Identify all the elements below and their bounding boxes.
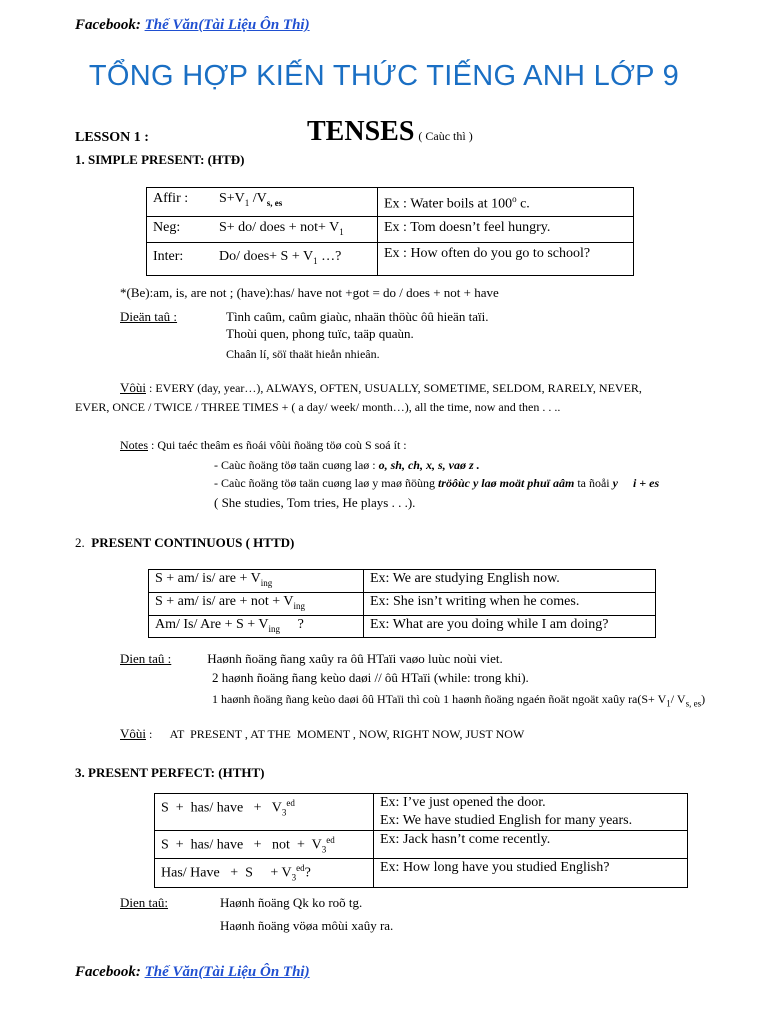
- subscript: 1: [244, 197, 250, 208]
- usage-text: 1 haønh ñoäng ñang keùo daøi ôû HTaïi thì coù 1 haønh ñoäng ngaén ñoät ngoät xaûy ra(S+ V: [212, 692, 667, 706]
- subscript: 3: [321, 844, 327, 855]
- example-cell: Ex: What are you doing while I am doing?: [364, 615, 656, 638]
- example-tail: c.: [516, 196, 530, 212]
- formula: Has/ Have + S + V: [161, 866, 292, 882]
- usage-item: [208, 918, 393, 934]
- lesson-topic: [307, 116, 473, 148]
- subscript: 1: [666, 698, 671, 709]
- superscript: ed: [326, 835, 335, 845]
- section-3-heading: 3. PRESENT PERFECT: (HTHT): [75, 765, 265, 780]
- usage-item: [200, 670, 529, 686]
- usage-text: Haønh ñoäng vöøa môùi xaûy ra.: [220, 918, 394, 933]
- topic-note: ( Caùc thì ): [418, 129, 473, 143]
- formula: S+ do/ does + not+ V: [219, 219, 340, 235]
- formula-cell: [149, 570, 364, 593]
- usage-item: [214, 347, 380, 362]
- facebook-link[interactable]: Thế Văn(Tài Liệu Ôn Thi): [144, 964, 310, 980]
- example-cell: [374, 794, 688, 831]
- example-cell: Ex: How long have you studied English?: [374, 859, 688, 887]
- superscript: ed: [296, 863, 305, 874]
- usage-text: Tình caûm, caûm giaùc, nhaän thöùc ôû hieän taïi.: [226, 309, 489, 324]
- table-row: [149, 592, 656, 615]
- usage-text: ): [701, 692, 706, 706]
- lesson-label: LESSON 1 :: [75, 130, 149, 145]
- notes-label: Notes: [120, 438, 148, 452]
- usage-text: Haønh ñoäng ñang xaûy ra ôû HTaïi vaøo luùc noùi viet.: [207, 651, 503, 666]
- notes-line: [120, 438, 407, 453]
- subscript: ing: [260, 577, 273, 588]
- table-row: [155, 859, 688, 887]
- usage-label-text: Dien taû :: [120, 651, 172, 666]
- facebook-footer: [75, 964, 310, 981]
- subscript: ing: [293, 600, 306, 611]
- section-2-heading: [75, 535, 294, 551]
- formula: S + has/ have + not + V: [161, 837, 322, 853]
- subscript: 1: [339, 226, 344, 237]
- with-line-2: EVER, ONCE / TWICE / THREE TIMES + ( a day/ week/ month…), all the time, now and then . . ..: [75, 400, 561, 414]
- example-cell: Ex: She isn’t writing when he comes.: [364, 592, 656, 615]
- formula-cell: [147, 188, 378, 217]
- superscript: o: [512, 194, 517, 204]
- notes-example: ( She studies, Tom tries, He plays . . .).: [214, 495, 416, 510]
- formula: Do/ does+ S + V: [219, 249, 314, 265]
- example-cell: Ex : Tom doesn’t feel hungry.: [378, 216, 634, 243]
- row-label: Inter:: [153, 249, 184, 265]
- formula: S + am/ is/ are + V: [155, 571, 261, 586]
- be-note: *(Be):am, is, are not ; (have):has/ have not +got = do / does + not + have: [120, 285, 499, 300]
- notes-text: ta ñoåi: [574, 476, 613, 490]
- section-number: 2.: [75, 535, 85, 550]
- formula: S + has/ have + V: [161, 800, 282, 816]
- usage-item: [214, 309, 488, 325]
- usage-item: [200, 692, 705, 708]
- subscript: 3: [291, 872, 297, 883]
- table-row: [147, 188, 634, 217]
- notes-emphasis: tröôùc y laø moät phuï aâm: [437, 476, 575, 490]
- formula-cell: [155, 831, 374, 859]
- facebook-label: Facebook:: [75, 17, 141, 33]
- example: Ex : Water boils at 100: [384, 196, 513, 212]
- formula-cell: [149, 592, 364, 615]
- formula-cell: [155, 794, 374, 831]
- usage-text: Thoùi quen, phong tuïc, taäp quaùn.: [226, 326, 414, 341]
- formula: S + am/ is/ are + not + V: [155, 593, 294, 609]
- usage-label: [120, 651, 171, 667]
- usage-item: [214, 326, 414, 342]
- usage-label: [120, 309, 177, 325]
- subscript: ing: [268, 623, 281, 634]
- notes-line: [214, 458, 480, 473]
- simple-present-table: [146, 187, 634, 276]
- with-line-1: [120, 380, 642, 396]
- subscript: s, es: [266, 197, 283, 208]
- formula-tail: …?: [317, 249, 342, 265]
- table-row: [155, 831, 688, 859]
- table-row: [155, 794, 688, 831]
- table-row: [149, 570, 656, 593]
- with-text: : AT PRESENT , AT THE MOMENT , NOW, RIGHT NOW, JUST NOW: [146, 727, 525, 741]
- usage-label-text: Dieän taû :: [120, 309, 178, 324]
- example-cell: [378, 188, 634, 217]
- formula-tail: ?: [304, 866, 311, 882]
- formula-cell: [147, 243, 378, 276]
- section-title: PRESENT CONTINUOUS ( HTTD): [91, 535, 295, 550]
- formula: S+V: [219, 191, 245, 206]
- formula: Am/ Is/ Are + S + V: [155, 616, 269, 632]
- table-row: [147, 243, 634, 276]
- with-line: [120, 726, 524, 742]
- formula-mid: /V: [249, 191, 267, 206]
- notes-emphasis: o, sh, ch, x, s, vaø z .: [378, 458, 480, 472]
- subscript: 1: [313, 256, 318, 267]
- subscript: s, es: [685, 698, 702, 709]
- topic-title: TENSES: [307, 116, 415, 147]
- example: Ex: I’ve just opened the door.: [380, 795, 546, 810]
- usage-text: / V: [670, 692, 686, 706]
- notes-emphasis: y: [612, 476, 618, 490]
- section-1-heading: 1. SIMPLE PRESENT: (HTĐ): [75, 152, 245, 167]
- example: Ex: We have studied English for many years.: [380, 813, 633, 828]
- usage-text: 2 haønh ñoäng ñang keùo daøi // ôû HTaïi (while: trong khi).: [212, 670, 529, 685]
- example-cell: Ex: We are studying English now.: [364, 570, 656, 593]
- usage-text: Chaân lí, söï thaät hieån nhieân.: [226, 347, 380, 361]
- notes-emphasis: i + es: [629, 476, 660, 490]
- facebook-label: Facebook:: [75, 964, 141, 980]
- formula-cell: [147, 216, 378, 243]
- notes-text: - Caùc ñoäng töø taän cuøng laø y maø ñöùng: [214, 476, 438, 490]
- with-text: : EVERY (day, year…), ALWAYS, OFTEN, USUALLY, SOMETIME, SELDOM, RARELY, NEVER,: [146, 381, 642, 395]
- with-label: Vôùi: [120, 726, 146, 741]
- table-row: [147, 216, 634, 243]
- usage-item: [192, 651, 503, 667]
- page-title: TỔNG HỢP KIẾN THỨC TIẾNG ANH LỚP 9: [88, 60, 680, 92]
- notes-text: : Qui taéc theâm es ñoái vôùi ñoäng töø coù S soá ít :: [148, 438, 407, 452]
- notes-line: [214, 476, 659, 491]
- usage-label-text: Dien taû:: [120, 895, 169, 910]
- facebook-header: [75, 17, 310, 34]
- subscript: 3: [281, 807, 287, 818]
- example-cell: Ex: Jack hasn’t come recently.: [374, 831, 688, 859]
- with-label: Vôùi: [120, 380, 146, 395]
- usage-text: Haønh ñoäng Qk ko roõ tg.: [220, 895, 363, 910]
- notes-text: - Caùc ñoäng töø taän cuøng laø :: [214, 458, 379, 472]
- superscript: ed: [286, 798, 295, 808]
- example-cell: Ex : How often do you go to school?: [378, 243, 634, 276]
- formula-cell: [155, 859, 374, 887]
- present-perfect-table: [154, 793, 688, 888]
- formula-tail: ?: [280, 616, 304, 632]
- facebook-link[interactable]: Thế Văn(Tài Liệu Ôn Thi): [144, 17, 310, 33]
- row-label: Affir :: [153, 191, 189, 206]
- present-continuous-table: [148, 569, 656, 638]
- table-row: [149, 615, 656, 638]
- usage-item: [208, 895, 362, 911]
- usage-label: [120, 895, 168, 911]
- row-label: Neg:: [153, 219, 181, 235]
- formula-cell: [149, 615, 364, 638]
